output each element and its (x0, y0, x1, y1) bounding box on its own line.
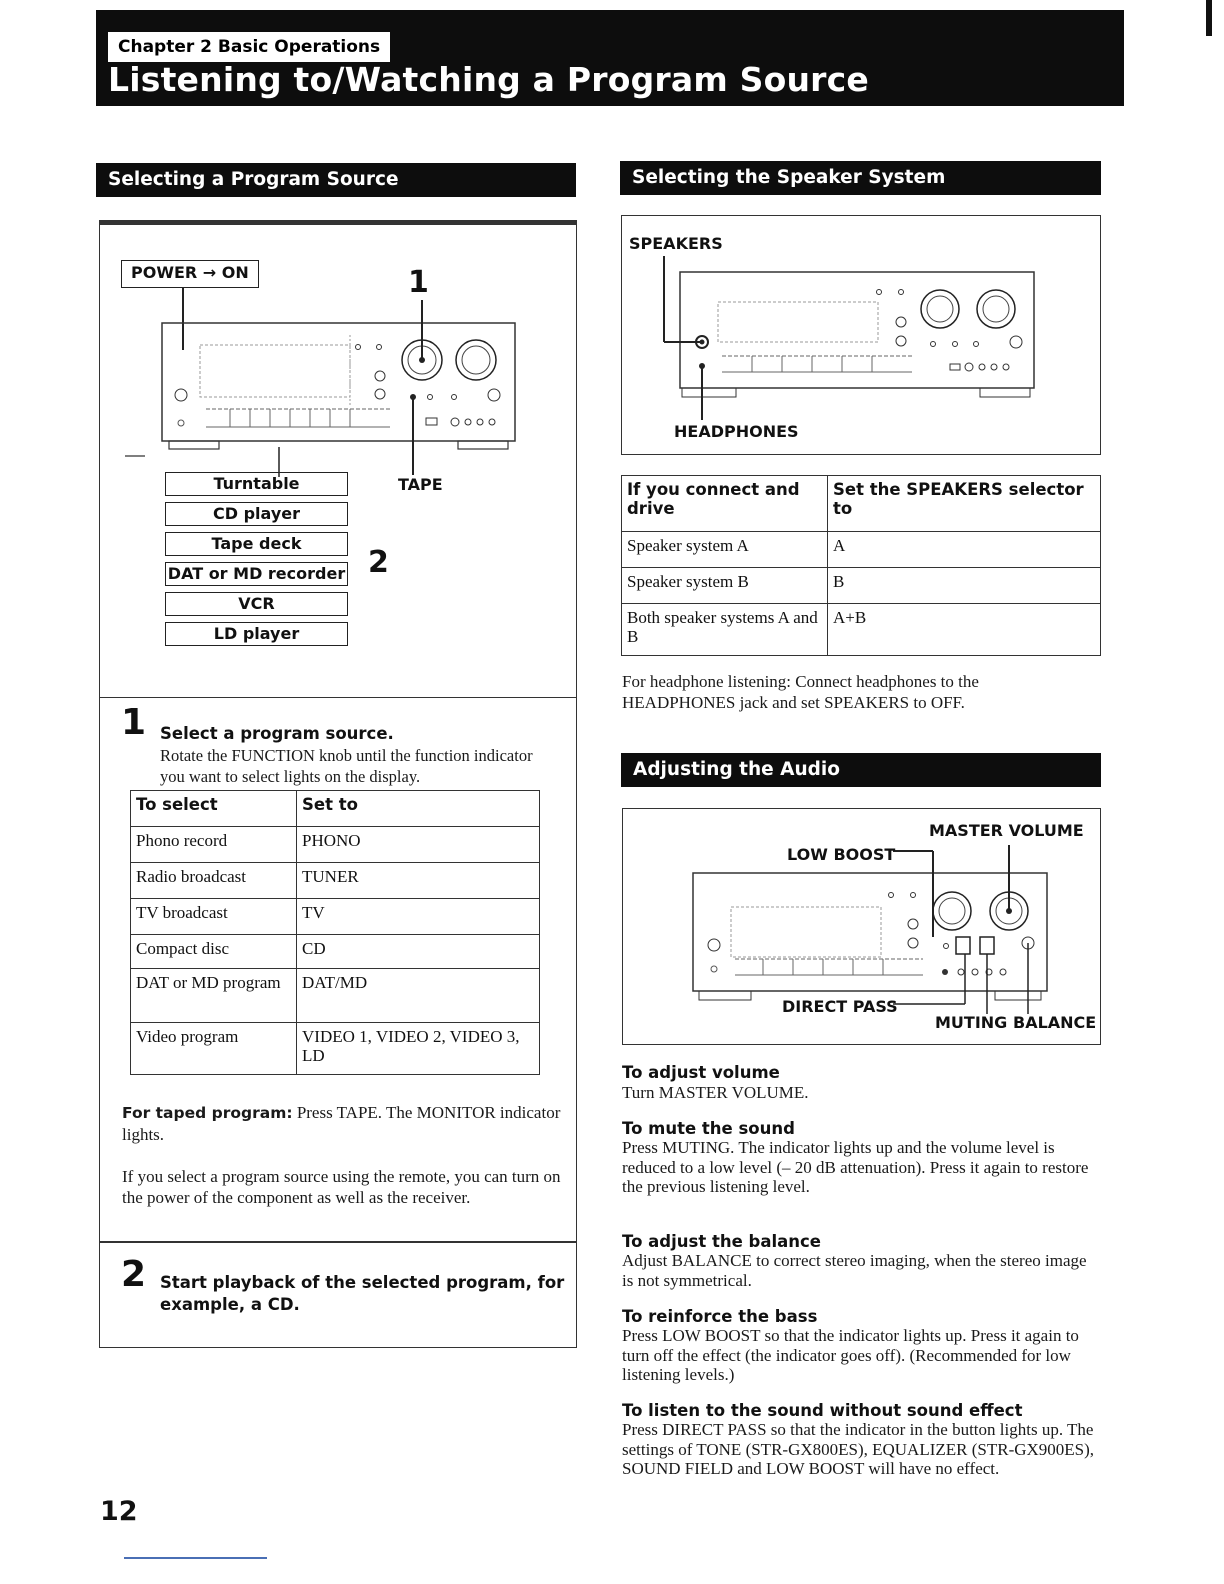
direct-pass-label: DIRECT PASS (782, 997, 898, 1016)
balance-label: BALANCE (1013, 1013, 1097, 1032)
headphones-label: HEADPHONES (674, 422, 799, 441)
source-button-dat-md: DAT or MD recorder (165, 562, 348, 586)
section-title-program-source: Selecting a Program Source (96, 163, 576, 197)
table-cell: PHONO (297, 827, 540, 863)
table-cell: CD (297, 935, 540, 969)
table-cell: DAT/MD (297, 969, 540, 1023)
source-button-turntable: Turntable (165, 472, 348, 496)
power-label: POWER → ON (131, 263, 249, 282)
page-number: 12 (100, 1496, 138, 1527)
tape-label: TAPE (398, 475, 443, 494)
col-header-set-to: Set to (297, 791, 540, 827)
speaker-selector-table (621, 475, 1101, 656)
page-title: Listening to/Watching a Program Source (108, 60, 869, 99)
taped-program-label: For taped program: (122, 1104, 293, 1122)
step-1-number: 1 (121, 702, 147, 743)
table-cell: Both speaker systems A and B (622, 604, 828, 656)
remote-note: If you select a program source using the remote, you can turn on the power of the component as well as the receiver. (122, 1167, 561, 1207)
speaker-figure (621, 215, 1101, 455)
step-1-title: Select a program source. (160, 724, 394, 743)
table-cell: Speaker system A (622, 532, 828, 568)
source-button-tape-deck: Tape deck (165, 532, 348, 556)
reinforce-bass-text: Press LOW BOOST so that the indicator lights up. Press it again to turn off the effect (the indicator goes off). (Recommended for low listening levels.) (622, 1326, 1079, 1384)
col-header-connect-drive: If you connect and drive (622, 476, 828, 532)
direct-pass-heading: To listen to the sound without sound effect (622, 1401, 1023, 1420)
footer-rule (124, 1557, 267, 1559)
speaker-receiver-illustration (622, 216, 1100, 452)
speakers-label: SPEAKERS (629, 234, 723, 253)
step-2-title: Start playback of the selected program, for example, a CD. (160, 1273, 565, 1314)
table-cell: A (828, 532, 1101, 568)
col-header-speakers-selector: Set the SPEAKERS selector to (828, 476, 1101, 532)
table-cell: Speaker system B (622, 568, 828, 604)
source-button-cd-player: CD player (165, 502, 348, 526)
table-cell: Radio broadcast (131, 863, 297, 899)
table-cell: A+B (828, 604, 1101, 656)
direct-pass-text: Press DIRECT PASS so that the indicator in the button lights up. The settings of TONE (STR-GX800ES), EQUALIZER (STR-GX900ES), SOUND FIELD and LOW BOOST will have no effect. (622, 1420, 1095, 1478)
low-boost-label: LOW BOOST (787, 845, 896, 864)
table-cell: VIDEO 1, VIDEO 2, VIDEO 3, LD (297, 1023, 540, 1075)
table-cell: TUNER (297, 863, 540, 899)
mute-sound-text: Press MUTING. The indicator lights up and the volume level is reduced to a low level (– 20 dB attenuation). Press it again to restore the previous listening level. (622, 1138, 1089, 1196)
table-cell: DAT or MD program (131, 969, 297, 1023)
section-title-speaker-system: Selecting the Speaker System (620, 161, 1101, 195)
taped-program-text: Press TAPE. The MONITOR indicator lights. (122, 1103, 561, 1144)
chapter-header (96, 10, 1124, 106)
adjust-balance-text: Adjust BALANCE to correct stereo imaging, when the stereo image is not symmetrical. (622, 1251, 1087, 1290)
reinforce-bass-heading: To reinforce the bass (622, 1307, 818, 1326)
chapter-label: Chapter 2 Basic Operations (108, 32, 390, 62)
table-cell: Compact disc (131, 935, 297, 969)
callout-2: 2 (368, 545, 389, 580)
callout-1: 1 (408, 265, 429, 300)
headphone-note: For headphone listening: Connect headphones to the HEADPHONES jack and set SPEAKERS to OFF. (622, 672, 979, 712)
adjust-volume-heading: To adjust volume (622, 1063, 780, 1082)
audio-figure (622, 808, 1101, 1045)
edge-marker (1206, 0, 1212, 36)
master-volume-label: MASTER VOLUME (929, 821, 1084, 840)
taped-program-note (122, 1102, 562, 1145)
section-title-adjusting-audio: Adjusting the Audio (621, 753, 1101, 787)
adjust-balance-heading: To adjust the balance (622, 1232, 821, 1251)
program-source-table (130, 790, 540, 1075)
source-button-vcr: VCR (165, 592, 348, 616)
muting-label: MUTING (935, 1013, 1008, 1032)
table-cell: Video program (131, 1023, 297, 1075)
step-2-number: 2 (121, 1254, 147, 1295)
col-header-to-select: To select (131, 791, 297, 827)
step-1-text: Rotate the FUNCTION knob until the function indicator you want to select lights on the display. (160, 746, 533, 786)
table-cell: Phono record (131, 827, 297, 863)
table-cell: TV broadcast (131, 899, 297, 935)
mute-sound-heading: To mute the sound (622, 1119, 795, 1138)
source-button-ld-player: LD player (165, 622, 348, 646)
table-cell: B (828, 568, 1101, 604)
adjust-volume-text: Turn MASTER VOLUME. (622, 1083, 809, 1102)
table-cell: TV (297, 899, 540, 935)
